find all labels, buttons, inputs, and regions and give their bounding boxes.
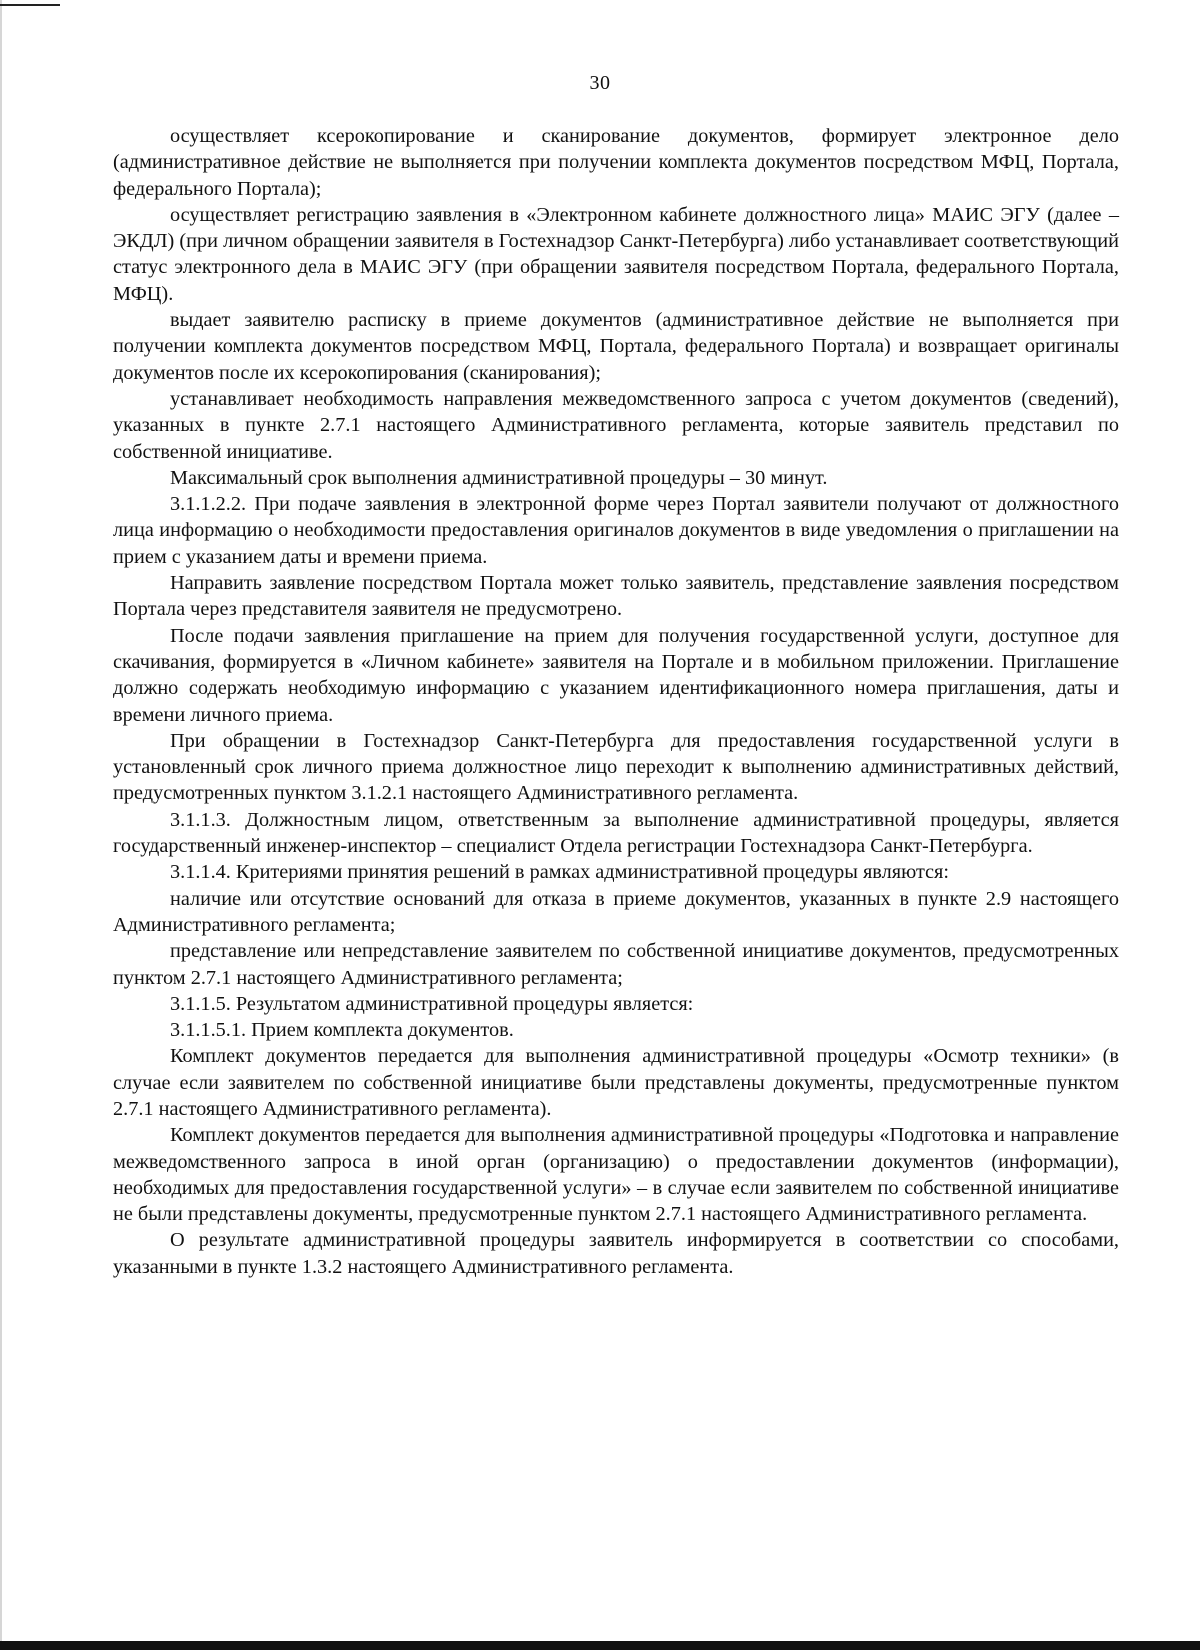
paragraph: 3.1.1.4. Критериями принятия решений в рамках административной процедуры являются:	[170, 861, 950, 884]
paragraph: 3.1.1.2.2. При подаче заявления в электронной форме через Портал заявители получают от должностного лица информацию о необходимости предоставления оригиналов документов в виде уведомления о приглашении на прием с указанием даты и времени приема.	[113, 493, 1119, 568]
paragraph: осуществляет регистрацию заявления в «Электронном кабинете должностного лица» МАИС ЭГУ (далее – ЭКДЛ) (при личном обращении заявителя в Гостехнадзор Санкт-Петербурга) либо устанавливает соответствующий статус электронного дела в МАИС ЭГУ (при обращении заявителя посредством Портала, федерального Портала, МФЦ).	[113, 203, 1119, 305]
paragraph: наличие или отсутствие оснований для отказа в приеме документов, указанных в пункте 2.9 настоящего Административного регламента;	[113, 887, 1119, 936]
page-number: 30	[589, 72, 611, 94]
paragraph: После подачи заявления приглашение на прием для получения государственной услуги, доступное для скачивания, формируется в «Личном кабинете» заявителя на Портале и в мобильном приложении. Приглашение должно содержать необходимую информацию с указанием идентификационного номера приглашения, даты и времени личного приема.	[113, 624, 1119, 726]
paragraph: При обращении в Гостехнадзор Санкт-Петербурга для предоставления государственной услуги в установленный срок личного приема должностное лицо переходит к выполнению административных действий, предусмотренных пунктом 3.1.2.1 настоящего Административного регламента.	[113, 729, 1119, 805]
paragraph: устанавливает необходимость направления межведомственного запроса с учетом документов (сведений), указанных в пункте 2.7.1 настоящего Административного регламента, которые заявитель представил по собственной инициативе.	[113, 387, 1119, 463]
paragraph: Комплект документов передается для выполнения административной процедуры «Подготовка и направление межведомственного запроса в иной орган (организацию) о предоставлении документов (информации), необходимых для предоставления государственной услуги» – в случае если заявителем по собственной инициативе не были представлены документы, предусмотренные пунктом 2.7.1 настоящего Административного регламента.	[113, 1124, 1119, 1226]
paragraph: выдает заявителю расписку в приеме документов (административное действие не выполняется при получении комплекта документов посредством МФЦ, Портала, федерального Портала) и возвращает оригиналы документов после их ксерокопирования (сканирования);	[113, 309, 1119, 384]
paragraph: О результате административной процедуры заявитель информируется в соответствии со способами, указанными в пункте 1.3.2 настоящего Административного регламента.	[113, 1229, 1119, 1278]
paragraph: 3.1.1.5. Результатом административной процедуры является:	[170, 992, 694, 1015]
paragraph: Комплект документов передается для выполнения административной процедуры «Осмотр техники» (в случае если заявителем по собственной инициативе были представлены документы, предусмотренные пунктом 2.7.1 настоящего Административного регламента).	[113, 1045, 1119, 1120]
paragraph: 3.1.1.3. Должностным лицом, ответственным за выполнение административной процедуры, является государственный инженер-инспектор – специалист Отдела регистрации Гостехнадзора Санкт-Петербурга.	[113, 808, 1119, 858]
scan-mark-top	[0, 4, 60, 6]
scan-edge-bottom	[0, 1641, 1200, 1650]
paragraph: Максимальный срок выполнения административной процедуры – 30 минут.	[170, 466, 828, 489]
paragraph: представление или непредставление заявителем по собственной инициативе документов, предусмотренных пунктом 2.7.1 настоящего Административного регламента;	[113, 940, 1119, 989]
scan-edge-left	[0, 0, 2, 1650]
document-body	[113, 123, 1119, 1280]
paragraph: осуществляет ксерокопирование и сканирование документов, формирует электронное дело (административное действие не выполняется при получении комплекта документов посредством МФЦ, Портала, федерального Портала);	[113, 125, 1119, 200]
paragraph: Направить заявление посредством Портала может только заявитель, представление заявления посредством Портала через представителя заявителя не предусмотрено.	[113, 572, 1119, 621]
paragraph: 3.1.1.5.1. Прием комплекта документов.	[170, 1019, 514, 1042]
